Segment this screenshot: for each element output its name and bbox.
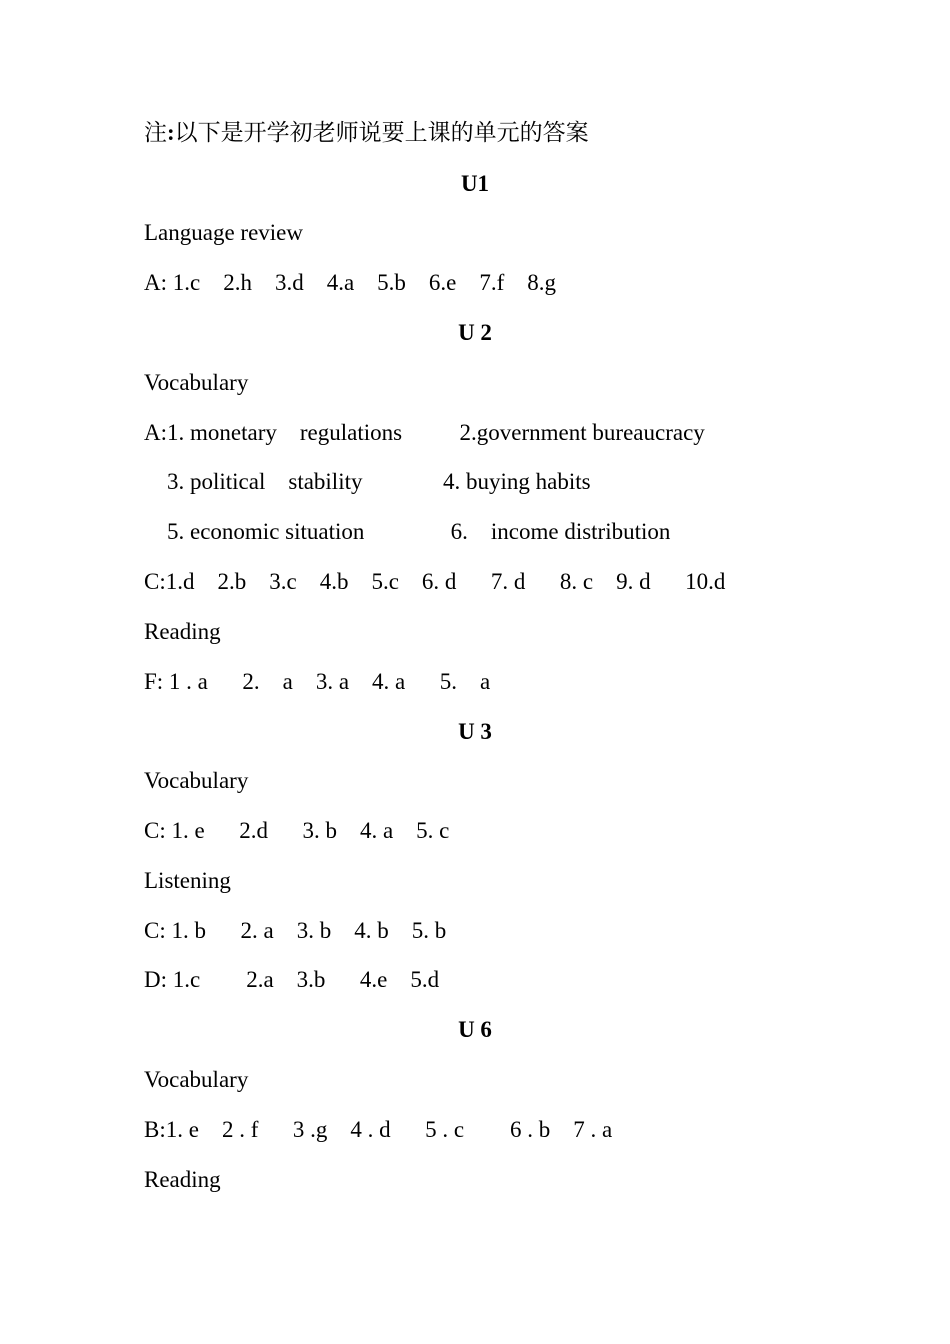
note-text: 以下是开学初老师说要上课的单元的答案: [174, 120, 589, 145]
section-label: Vocabulary: [144, 768, 249, 793]
answer-line: C: 1. b 2. a 3. b 4. b 5. b: [144, 918, 447, 943]
section-label: Vocabulary: [144, 1067, 249, 1092]
answer-line: D: 1.c 2.a 3.b 4.e 5.d: [144, 967, 440, 992]
answer-line: B:1. e 2 . f 3 .g 4 . d 5 . c 6 . b 7 . a: [144, 1117, 613, 1142]
unit-heading-u1: U1: [460, 171, 490, 196]
unit-heading-u2: U 2: [458, 320, 492, 345]
section-label: Reading: [144, 619, 221, 644]
section-label: Reading: [144, 1167, 221, 1192]
answer-line: A: 1.c 2.h 3.d 4.a 5.b 6.e 7.f 8.g: [144, 270, 557, 295]
answer-line: C:1.d 2.b 3.c 4.b 5.c 6. d 7. d 8. c 9. d 10.d: [144, 569, 726, 594]
section-label: Listening: [144, 868, 231, 893]
note-colon: :: [167, 120, 175, 145]
answer-line: C: 1. e 2.d 3. b 4. a 5. c: [144, 818, 450, 843]
note-line: [144, 118, 589, 148]
unit-heading-u3: U 3: [458, 719, 492, 744]
answer-line: A:1. monetary regulations 2.government bureaucracy: [144, 420, 705, 445]
note-prefix: 注: [144, 120, 167, 145]
section-label: Language review: [144, 220, 304, 245]
unit-heading-u6: U 6: [458, 1017, 492, 1042]
answer-line: 3. political stability 4. buying habits: [144, 469, 591, 494]
answer-line: 5. economic situation 6. income distribution: [144, 519, 671, 544]
section-label: Vocabulary: [144, 370, 249, 395]
answer-line: F: 1 . a 2. a 3. a 4. a 5. a: [144, 669, 491, 694]
